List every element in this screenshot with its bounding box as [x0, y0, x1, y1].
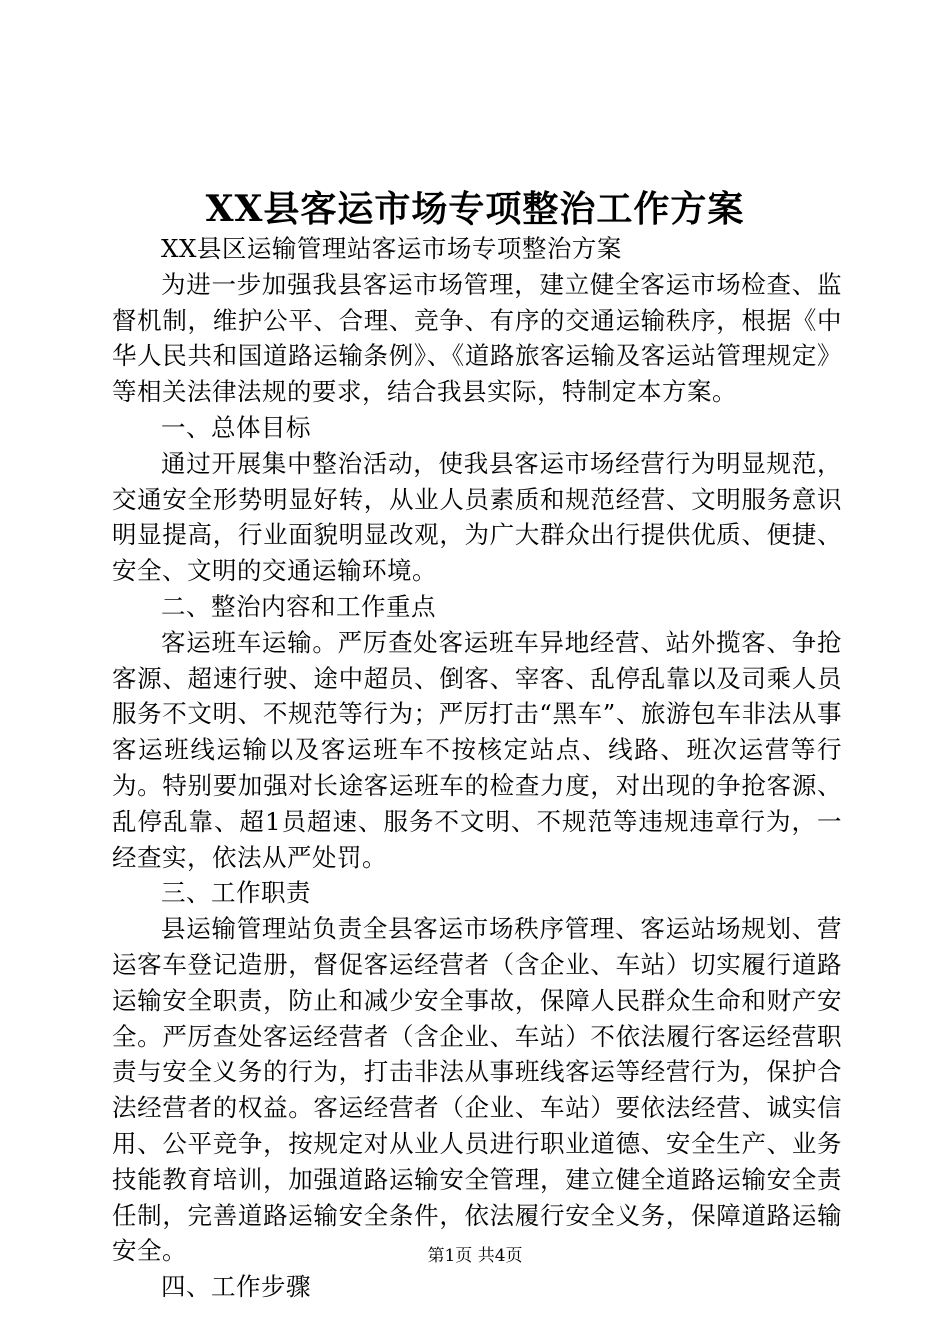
- paragraph-content: 客运班车运输。严厉查处客运班车异地经营、站外揽客、争抢客源、超速行驶、途中超员、倒客、宰客、乱停乱靠以及司乘人员服务不文明、不规范等行为；严厉打击“黑车”、旅游包车非法从事客运班线运输以及客运班车不按核定站点、线路、班次运营等行为。特别要加强对长途客运班车的检查力度，对出现的争抢客源、乱停乱靠、超1员超速、服务不文明、不规范等违规违章行为，一经查实，依法从严处罚。: [112, 627, 842, 872]
- paragraph-subtitle: XX县区运输管理站客运市场专项整治方案: [161, 234, 622, 263]
- paragraph-duties: 县运输管理站负责全县客运市场秩序管理、客运站场规划、营运客车登记造册，督促客运经营者（含企业、车站）切实履行道路运输安全职责，防止和减少安全事故，保障人民群众生命和财产安全。严厉查处客运经营者（含企业、车站）不依法履行客运经营职责与安全义务的行为，打击非法从事班线客运等经营行为，保护合法经营者的权益。客运经营者（企业、车站）要依法经营、诚实信用、公平竞争，按规定对从业人员进行职业道德、安全生产、业务技能教育培训，加强道路运输安全管理，建立健全道路运输安全责任制，完善道路运输安全条件，依法履行安全义务，保障道路运输安全。: [112, 914, 842, 1266]
- section-heading-2: 二、整治内容和工作重点: [161, 591, 436, 621]
- section-heading-1: 一、总体目标: [161, 412, 311, 442]
- paragraph-intro: 为进一步加强我县客运市场管理，建立健全客运市场检查、监督机制，维护公平、合理、竞争、有序的交通运输秩序，根据《中华人民共和国道路运输条例》、《道路旅客运输及客运站管理规定》等相关法律法规的要求，结合我县实际，特制定本方案。: [112, 269, 842, 407]
- page-number-footer: 第1页 共4页: [427, 1246, 523, 1266]
- document-body: [112, 231, 842, 1305]
- paragraph-goal: 通过开展集中整治活动，使我县客运市场经营行为明显规范，交通安全形势明显好转，从业人员素质和规范经营、文明服务意识明显提高，行业面貌明显改观，为广大群众出行提供优质、便捷、安全、文明的交通运输环境。: [112, 448, 842, 586]
- section-heading-4: 四、工作步骤: [161, 1272, 311, 1302]
- section-heading-3: 三、工作职责: [161, 878, 311, 908]
- document-title: XX县客运市场专项整治工作方案: [205, 188, 745, 230]
